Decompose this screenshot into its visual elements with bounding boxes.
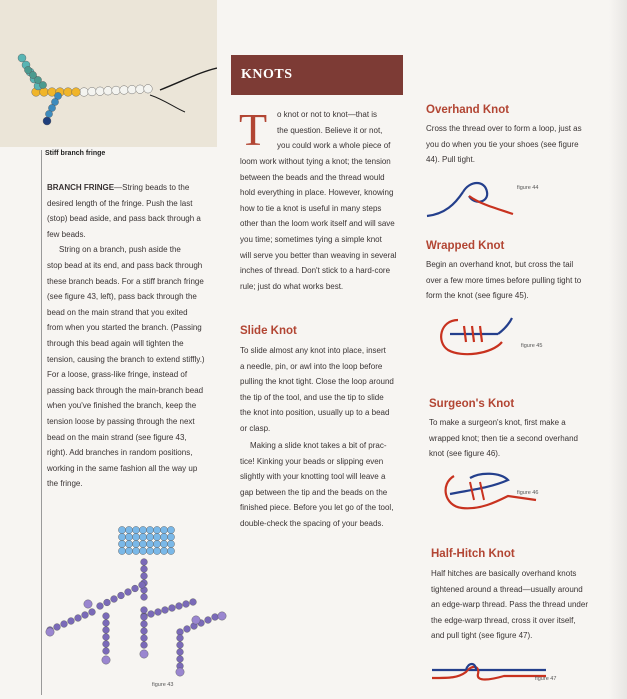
bead [177,656,184,663]
bead [184,626,191,633]
bead [103,634,110,641]
bead [146,526,153,533]
text-line: To slide almost any knot into place, insert [240,346,386,355]
text-line: working in the same fashion all the way up [47,463,198,473]
bead [89,609,96,616]
bead [103,620,110,627]
text-line: other than the loom work itself and will save [240,219,395,229]
bead [103,627,110,634]
bead [125,540,132,547]
text-line: (see figure 43, left), pass back through the [47,292,197,302]
bead [141,642,148,649]
text-line: Cross the thread over to form a loop, just as [426,124,582,133]
slide-knot-paragraph-1 [240,343,420,437]
bead [139,547,146,554]
bead [102,656,110,664]
bead [132,533,139,540]
bead [141,628,148,635]
bead [167,540,174,547]
text-line: passing back through the main-branch bead [47,385,204,395]
text-line: hold everything in place. However, knowing [240,188,394,198]
bead [72,88,81,97]
text-line: the edge-warp thread, cross it over itself, [431,615,576,625]
bead [153,547,160,554]
surgeons-knot-heading: Surgeon's Knot [429,398,515,410]
text-line: gap between the tip and the beads on the [240,487,388,497]
bead [120,86,129,95]
bead [167,526,174,533]
bead [190,599,197,606]
figure-43-label: figure 43 [152,682,174,688]
text-line: stop bead at its end, and pass back through [47,260,203,270]
text-line: the knot into position, usually up to a bead [240,408,390,418]
bead [54,624,61,631]
bead [118,592,125,599]
bead [160,547,167,554]
wrapped-knot-text [426,257,606,304]
text-line: finished piece. Before you let go of the tool, [240,503,394,513]
bead [125,533,132,540]
overhand-knot-text [426,121,606,168]
bead [139,526,146,533]
text-line: tension, causing the branch to extend stiffly.) [47,354,205,364]
text-line: right). Add branches in random positions, [47,448,193,458]
bead [132,547,139,554]
bead [88,87,97,96]
bead [141,607,148,614]
bead [46,628,54,636]
bead [153,526,160,533]
text-line: you time; sometimes tying a simple knot [240,234,382,244]
bead [176,668,184,676]
branch-fringe-lead: BRANCH FRINGE [47,183,115,192]
bead [96,87,105,96]
text-line: wrapped knot; then tie a second overhand [429,433,578,443]
bead [139,582,146,589]
figure-47-label: figure 47 [535,676,557,682]
figure-44-label: figure 44 [517,185,539,191]
bead [141,566,148,573]
text-line: the fringe. [47,479,83,489]
text-line: these branch beads. For a stiff branch fringe [47,276,204,286]
bead [43,117,51,125]
text-line: tightened around a thread—usually around [431,584,583,594]
bead [160,540,167,547]
half-hitch-knot-text [431,566,607,644]
section-banner [231,55,403,95]
branch-fringe-paragraph-2 [47,242,225,492]
bead [167,547,174,554]
text-line: how to tie a knot is useful in many steps [240,203,382,213]
text-line: Begin an overhand knot, but cross the tail [426,260,574,269]
bead [212,614,219,621]
bead [141,573,148,580]
bead [139,540,146,547]
text-line: loom work without tying a knot; the tension [240,157,391,166]
bead [218,612,226,620]
figure-43-illustration [40,520,230,690]
text-line: bead on the main strand (see figure 43, [47,432,187,442]
bead [125,589,132,596]
drop-cap: T [239,104,268,155]
branch-fringe-paragraph-1: BRANCH FRINGE—String beads to the desired length of the fringe. Push the last (stop) bead aside, and pass back through a few beads. [47,183,201,239]
bead [103,613,110,620]
text-line: tice! Kinking your beads or slipping even [240,456,384,466]
text-line: an edge-warp thread. Pass the thread under [431,600,588,610]
intro-paragraph [240,154,418,294]
bead [104,87,113,96]
bead [160,526,167,533]
bead [139,533,146,540]
bead [125,547,132,554]
bead [75,615,82,622]
surgeons-knot-text [429,415,607,462]
bead [205,617,212,624]
bead [146,547,153,554]
bead [132,540,139,547]
figure-47-illustration [430,658,550,688]
bead [40,88,49,97]
bead [177,629,184,636]
bead [177,642,184,649]
bead [141,621,148,628]
text-line: a needle, pin, or awl into the loop before [240,361,383,371]
branch-fringe-column [47,180,225,492]
section-title: KNOTS [241,67,293,82]
text-line: knot (see figure 46). [429,449,501,459]
bead [112,86,121,95]
bead [176,603,183,610]
bead [192,616,200,624]
overhand-knot-heading: Overhand Knot [426,104,510,116]
slide-knot-paragraph-2 [240,438,420,532]
bead [141,559,148,566]
text-line: pulling the knot tight. Close the loop around [240,377,394,387]
bead [144,85,153,94]
bead [111,596,118,603]
slide-knot-heading: Slide Knot [240,325,297,337]
bead [118,540,125,547]
intro-first-lines: o knot or not to knot—that is the question. Believe it or not, you could work a whole piece of [277,110,391,151]
bead [148,611,155,618]
bead [125,526,132,533]
bead [132,585,139,592]
bead [61,621,68,628]
bead [160,533,167,540]
bead [128,85,137,94]
text-line: and pull tight (see figure 47). [431,631,533,641]
text-line: 44). Pull tight. [426,155,475,165]
bead [18,54,26,62]
bead [118,547,125,554]
text-line: through this bead again will tighten the [47,338,184,348]
text-line: or clasp. [240,423,271,433]
text-line: between the beads and the thread would [240,172,385,182]
text-line: will serve you better than weaving in several [240,250,397,260]
bead [97,603,104,610]
bead [146,533,153,540]
figure-46-label: figure 46 [517,490,539,496]
bead [183,601,190,608]
photo-caption: Stiff branch fringe [45,150,106,157]
bead [103,648,110,655]
bead [140,650,148,658]
bead [68,618,75,625]
wrapped-knot-heading: Wrapped Knot [426,240,505,252]
bead [45,110,52,117]
bead [64,88,73,97]
figure-45-label: figure 45 [521,343,543,349]
half-hitch-knot-heading: Half-Hitch Knot [431,548,515,560]
text-line: you do when you tie your shoes (see figure [426,139,579,149]
bead [162,607,169,614]
page-gutter [609,0,627,699]
bead [141,594,148,601]
bead [136,85,145,94]
bead [141,614,148,621]
bead [39,81,46,88]
bead [169,605,176,612]
fringe-photo [0,0,217,147]
bead [118,526,125,533]
bead [80,88,89,97]
bead [141,635,148,642]
text-line: from when you started the branch. (Passing [47,323,202,333]
bead [103,641,110,648]
text-line: To make a surgeon's knot, first make a [429,418,566,427]
text-line: the tip of the tool, and use the tip to slide [240,392,384,402]
text-line: double-check the spacing of your beads. [240,518,384,528]
text-line: String on a branch, push aside the [59,245,181,255]
figure-44-illustration [425,174,565,224]
bead [82,612,89,619]
text-line: form the knot (see figure 45). [426,291,529,301]
text-line: tension loose by passing through the next [47,416,195,426]
figure-45-illustration [430,312,530,362]
text-line: Making a slide knot takes a bit of prac- [250,441,387,450]
bead [177,635,184,642]
text-line: over a few more times before pulling tight to [426,275,582,285]
bead [118,533,125,540]
bead [177,649,184,656]
text-line: bead on the main strand that you exited [47,307,188,317]
text-line: Half hitches are basically overhand knots [431,569,577,578]
text-line: inches of thread. Don't stick to a hard-core [240,266,391,276]
bead [104,599,111,606]
text-line: slightly with your knotting tool will leave a [240,472,386,482]
text-line: when you've finished the branch, keep the [47,401,197,411]
fringe-photo-illustration [0,0,217,147]
bead [132,526,139,533]
bead [153,533,160,540]
bead [167,533,174,540]
bead [155,609,162,616]
bead [84,600,92,608]
text-line: rule; just do what works best. [240,281,344,291]
bead [146,540,153,547]
text-line: For a loose, grass-like fringe, instead of [47,370,188,380]
bead [153,540,160,547]
